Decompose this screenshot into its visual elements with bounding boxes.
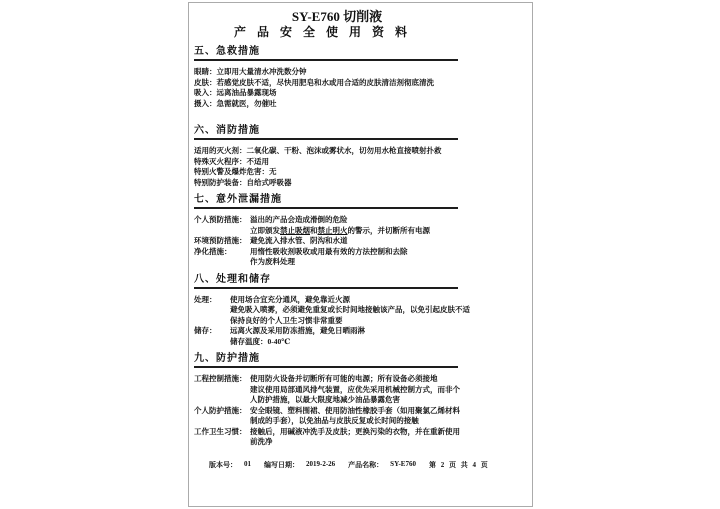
section-title: 八、处理和储存 bbox=[194, 274, 458, 289]
entry-line: 使用防火设备并切断所有可能的电源；所有设备必须接地 bbox=[250, 374, 438, 383]
entry bbox=[194, 67, 458, 78]
entry-line: 远离火源及采用防冻措施，避免日晒雨淋 bbox=[230, 326, 365, 335]
entry bbox=[194, 247, 458, 268]
entry-lines bbox=[250, 374, 460, 406]
entry-lines bbox=[250, 236, 458, 247]
entry-line: 避免流入排水管、阴沟和水道 bbox=[250, 236, 348, 245]
entry-lines bbox=[194, 146, 458, 157]
entry-line bbox=[250, 226, 458, 237]
entry-line-emphasis: 禁止明火 bbox=[317, 225, 348, 235]
entry-line: 眼睛：立即用大量清水冲洗数分钟 bbox=[194, 67, 307, 76]
footer-version-value: 01 bbox=[244, 460, 251, 468]
section-title: 六、消防措施 bbox=[194, 125, 458, 140]
entry-line: 特殊灭火程序：不适用 bbox=[194, 156, 269, 166]
entry bbox=[194, 167, 458, 178]
entry-line-emphasis: 禁止吸烟 bbox=[280, 225, 310, 235]
entry-line: 摄入：急需就医，勿催吐 bbox=[194, 98, 277, 108]
entry bbox=[194, 99, 458, 110]
sections bbox=[194, 46, 470, 448]
entry-label: 储存： bbox=[194, 326, 217, 335]
entry-lines bbox=[250, 427, 460, 448]
entry-line: 作为废料处理 bbox=[250, 257, 295, 266]
footer-product bbox=[348, 460, 416, 470]
entry-lines bbox=[230, 295, 470, 327]
entry bbox=[194, 178, 458, 189]
entry-lines bbox=[194, 67, 458, 78]
footer-version-label: 版本号： bbox=[209, 461, 237, 469]
section-title: 七、意外泄漏措施 bbox=[194, 194, 458, 209]
entry-lines bbox=[230, 326, 458, 347]
section bbox=[194, 353, 458, 448]
footer-date-value: 2019-2-26 bbox=[306, 460, 336, 468]
entry bbox=[194, 326, 458, 347]
section bbox=[194, 194, 458, 268]
entry bbox=[194, 146, 458, 157]
document-content bbox=[189, 3, 470, 448]
footer-product-value: SY-E760 bbox=[390, 460, 416, 468]
entry-line: 吸入：远离油品暴露现场 bbox=[194, 88, 277, 97]
section-title: 九、防护措施 bbox=[194, 353, 458, 368]
footer-date bbox=[264, 460, 335, 470]
footer-product-label: 产品名称： bbox=[348, 461, 384, 469]
entry-line: 储存温度：0-40℃ bbox=[230, 336, 291, 346]
entry bbox=[194, 374, 458, 406]
entry bbox=[194, 427, 458, 448]
entry-line: 用惰性吸收剂吸收或用最有效的方法控制和去除 bbox=[250, 246, 408, 256]
entry-line-segment: 的警示，并切断所有电源 bbox=[347, 225, 430, 235]
entry-line: 接触后，用碱液冲洗手及皮肤；更换污染的衣物，并在重新使用 bbox=[250, 426, 460, 436]
footer-date-label: 编写日期： bbox=[264, 461, 299, 469]
entry-line: 特别火警及爆炸危害：无 bbox=[194, 167, 277, 176]
document-page bbox=[188, 2, 533, 507]
entry-line: 使用场合宜充分通风，避免靠近火源 bbox=[230, 294, 350, 304]
entry-line: 皮肤：若感觉皮肤不适，尽快用肥皂和水或用合适的皮肤清洁剂彻底清洗 bbox=[194, 77, 434, 87]
footer-version bbox=[209, 460, 251, 470]
entry-lines bbox=[194, 78, 458, 89]
entry-line: 前洗净 bbox=[250, 437, 273, 446]
entry bbox=[194, 157, 458, 168]
entry-line: 保持良好的个人卫生习惯非常重要 bbox=[230, 315, 343, 325]
entry-label: 个人防护措施： bbox=[194, 405, 247, 415]
entry bbox=[194, 78, 458, 89]
entry bbox=[194, 88, 458, 99]
entry-label: 工程控制措施： bbox=[194, 374, 247, 383]
entry-line-segment: 立即颁发 bbox=[250, 225, 280, 235]
entry-lines bbox=[194, 167, 458, 178]
entry-lines bbox=[194, 178, 458, 189]
entry-line-segment: 和 bbox=[310, 225, 318, 235]
entry-label: 个人预防措施： bbox=[194, 215, 247, 224]
entry-line: 特别防护装备：自给式呼吸器 bbox=[194, 177, 292, 187]
footer-page-indicator: 第 2 页 共 4 页 bbox=[428, 461, 488, 469]
entry-label: 工作卫生习惯： bbox=[194, 426, 247, 436]
entry bbox=[194, 236, 458, 247]
entry bbox=[194, 215, 458, 236]
entry-lines bbox=[194, 157, 458, 168]
section bbox=[194, 46, 458, 109]
entry-line: 适用的灭火剂：二氧化碳、干粉、泡沫或雾状水，切勿用水枪直接喷射扑救 bbox=[194, 146, 442, 155]
entry-lines bbox=[250, 406, 460, 427]
section bbox=[194, 125, 458, 188]
entry bbox=[194, 294, 470, 327]
entry-line: 避免吸入喷雾，必须避免重复或长时间地接触该产品，以免引起皮肤不适 bbox=[230, 305, 470, 314]
entry-label: 处理： bbox=[194, 294, 217, 304]
entry-line: 安全眼镜、塑料围裙、使用防油性橡胶手套（如用聚氯乙烯材料 bbox=[250, 405, 460, 415]
entry-lines bbox=[194, 99, 458, 110]
document-footer bbox=[209, 460, 488, 470]
entry-lines bbox=[250, 247, 458, 268]
entry bbox=[194, 406, 458, 427]
entry-line: 人防护措施，以最大限度地减少油品暴露危害 bbox=[250, 395, 400, 404]
entry-label: 环境预防措施： bbox=[194, 236, 247, 245]
entry-lines bbox=[250, 215, 458, 236]
entry-lines bbox=[194, 88, 458, 99]
entry-line: 制成的手套），以免油品与皮肤反复或长时间的接触 bbox=[250, 416, 419, 425]
entry-line: 建议使用局部通风排气装置，应优先采用机械控制方式，而非个 bbox=[250, 384, 460, 394]
section-title: 五、急救措施 bbox=[194, 46, 458, 61]
document-subtitle: 产品安全使用资料 bbox=[233, 25, 418, 39]
entry-line: 溢出的产品会造成滑倒的危险 bbox=[250, 215, 348, 224]
section bbox=[194, 273, 470, 348]
entry-label: 净化措施： bbox=[194, 246, 232, 256]
document-title: SY-E760 切削液 bbox=[291, 9, 383, 24]
